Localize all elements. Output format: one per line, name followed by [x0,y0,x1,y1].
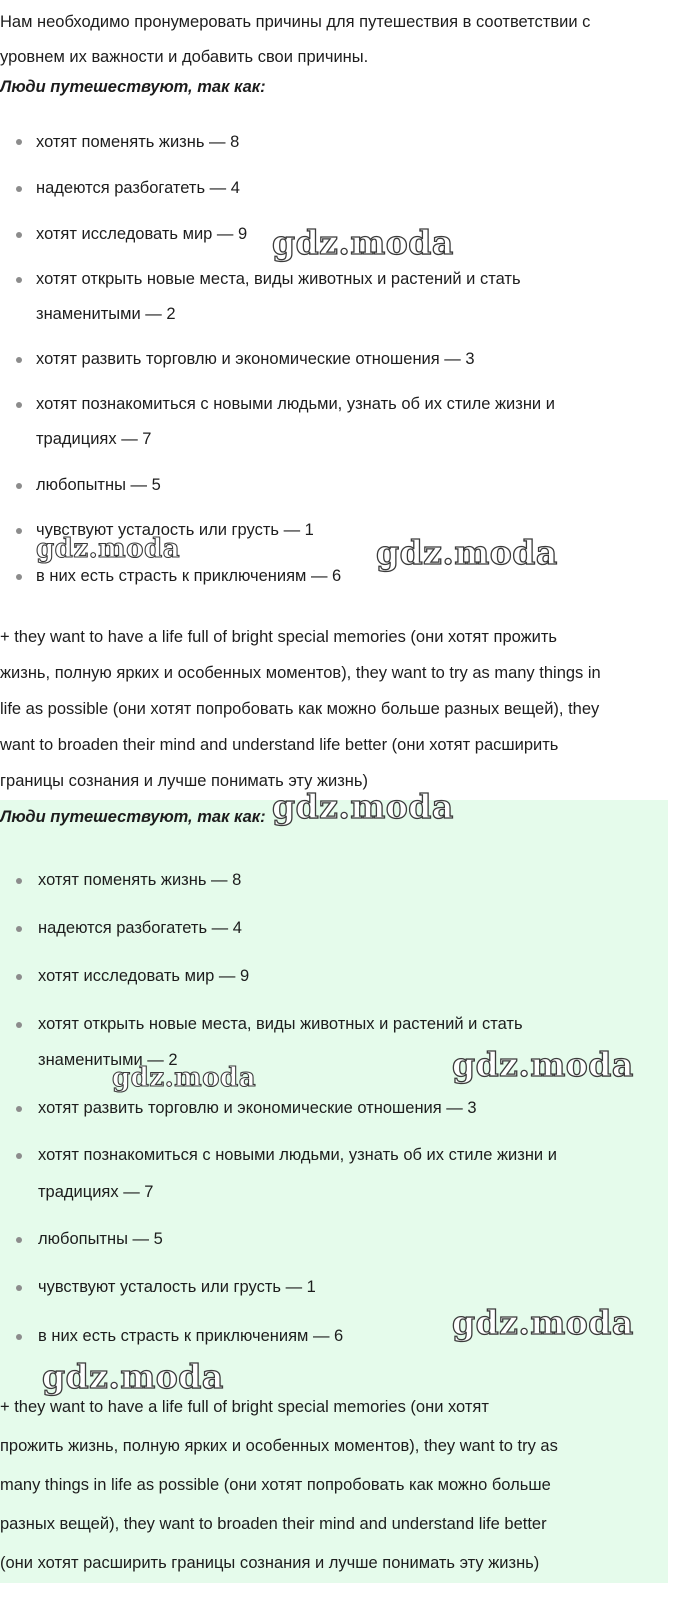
extra-reasons-line: разных вещей), they want to broaden their mind and understand life better [0,1515,547,1533]
extra-reasons-line: many things in life as possible (они хотят попробовать как можно больше [0,1476,551,1494]
bullet-icon [16,574,22,580]
list-item-text: традициях — 7 [36,430,152,448]
watermark: gdz.moda [376,533,558,572]
list-item-text: хотят поменять жизнь — 8 [36,133,240,151]
section-heading: Люди путешествуют, так как: [0,78,266,96]
list-item-text: хотят открыть новые места, виды животных и растений и стать [36,270,521,288]
watermark: gdz.moda [112,1063,257,1093]
extra-reasons-line: life as possible (они хотят попробовать как можно больше разных вещей), they [0,700,600,718]
watermark: gdz.moda [272,787,454,826]
bullet-icon [16,483,22,489]
extra-reasons-line: want to broaden their mind and understand life better (они хотят расширить [0,736,559,754]
extra-reasons-line: (они хотят расширить границы сознания и лучше понимать эту жизнь) [0,1554,540,1572]
bullet-icon [16,1237,22,1243]
bullet-icon [16,528,22,534]
list-item-text: хотят исследовать мир — 9 [38,967,250,985]
list-item-text: чувствуют усталость или грусть — 1 [38,1278,316,1296]
bullet-icon [16,277,22,283]
bullet-icon [16,357,22,363]
list-item-text: надеются разбогатеть — 4 [38,919,242,937]
bullet-icon [16,402,22,408]
answer-block-plain [0,0,680,800]
bullet-icon [16,1153,22,1159]
extra-reasons-line: + they want to have a life full of bright special memories (они хотят [0,1398,489,1416]
list-item-text: надеются разбогатеть — 4 [36,179,240,197]
extra-reasons-line: + they want to have a life full of bright special memories (они хотят прожить [0,628,558,646]
list-item-text: хотят исследовать мир — 9 [36,225,248,243]
list-item-text: хотят познакомиться с новыми людьми, узнать об их стиле жизни и [38,1146,557,1164]
list-item-text: знаменитыми — 2 [36,305,176,323]
intro-line: уровнем их важности и добавить свои причины. [0,48,369,66]
list-item-text: знаменитыми — 2 [38,1051,178,1069]
watermark: gdz.moda [272,223,454,262]
bullet-icon [16,1106,22,1112]
list-item-text: хотят развить торговлю и экономические отношения — 3 [36,350,475,368]
bullet-icon [16,1334,22,1340]
extra-reasons-line: прожить жизнь, полную ярких и особенных моментов), they want to try as [0,1437,558,1455]
watermark: gdz.moda [42,1357,224,1396]
list-item-text: любопытны — 5 [36,476,161,494]
bullet-icon [16,232,22,238]
list-item-text: чувствуют усталость или грусть — 1 [36,521,314,539]
list-item-text: в них есть страсть к приключениям — 6 [38,1327,344,1345]
watermark: gdz.moda [36,534,181,564]
bullet-icon [16,1022,22,1028]
watermark: gdz.moda [452,1303,634,1342]
bullet-icon [16,139,22,145]
bullet-icon [16,878,22,884]
extra-reasons-line: границы сознания и лучше понимать эту жизнь) [0,772,368,790]
list-item-text: в них есть страсть к приключениям — 6 [36,567,342,585]
watermark: gdz.moda [452,1045,634,1084]
list-item-text: хотят познакомиться с новыми людьми, узнать об их стиле жизни и [36,395,555,413]
list-item-text: любопытны — 5 [38,1230,163,1248]
bullet-icon [16,974,22,980]
bullet-icon [16,1285,22,1291]
bullet-icon [16,926,22,932]
list-item-text: хотят поменять жизнь — 8 [38,871,242,889]
extra-reasons-line: жизнь, полную ярких и особенных моментов), they want to try as many things in [0,664,601,682]
bullet-icon [16,186,22,192]
section-heading: Люди путешествуют, так как: [0,808,266,826]
list-item-text: хотят развить торговлю и экономические отношения — 3 [38,1099,477,1117]
answer-block-highlighted [0,800,668,1583]
list-item-text: хотят открыть новые места, виды животных и растений и стать [38,1015,523,1033]
list-item-text: традициях — 7 [38,1183,154,1201]
intro-line: Нам необходимо пронумеровать причины для путешествия в соответствии с [0,13,591,31]
